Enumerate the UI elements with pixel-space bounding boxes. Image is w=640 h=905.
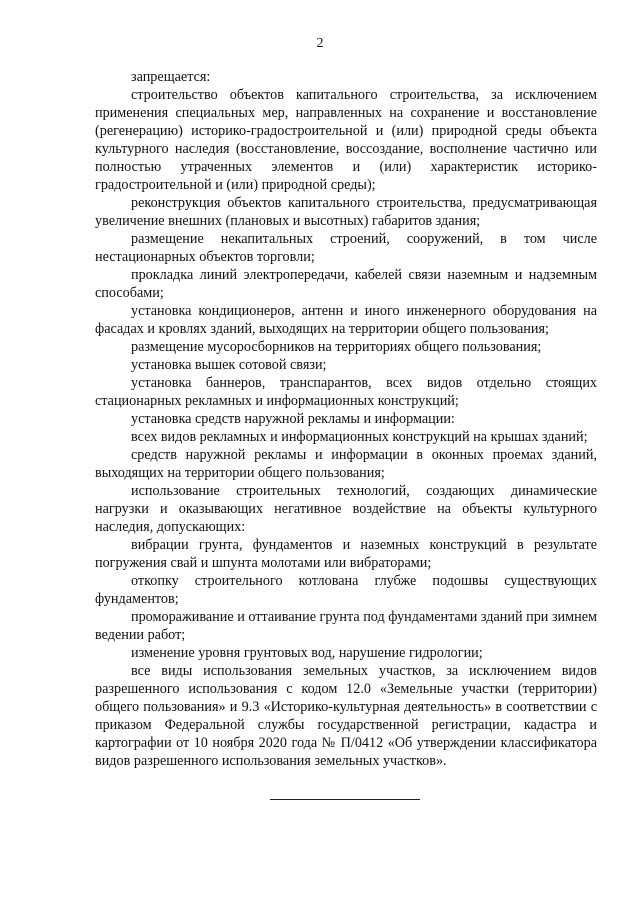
closing-divider-line — [270, 799, 420, 800]
paragraph: запрещается: — [131, 69, 211, 85]
paragraph: изменение уровня грунтовых вод, нарушение гидрологии; — [131, 645, 483, 661]
paragraph: прокладка линий электропередачи, кабелей связи наземным и надземным способами; — [95, 267, 597, 301]
paragraph: установка баннеров, транспарантов, всех видов отдельно стоящих стационарных рекламных и информационных конструкций; — [95, 375, 597, 409]
paragraph: реконструкция объектов капитального строительства, предусматривающая увеличение внешних (плановых и высотных) габаритов здания; — [95, 195, 597, 229]
paragraph: откопку строительного котлована глубже подошвы существующих фундаментов; — [95, 573, 597, 607]
paragraph: вибрации грунта, фундаментов и наземных конструкций в результате погружения свай и шпунта молотами или вибраторами; — [95, 537, 597, 571]
paragraph: размещение мусоросборников на территориях общего пользования; — [131, 339, 542, 355]
paragraph: промораживание и оттаивание грунта под фундаментами зданий при зимнем ведении работ; — [95, 609, 597, 643]
page-number: 2 — [316, 36, 324, 51]
paragraph: установка вышек сотовой связи; — [131, 357, 327, 373]
paragraph: средств наружной рекламы и информации в оконных проемах зданий, выходящих на территории общего пользования; — [95, 447, 597, 481]
paragraph: размещение некапитальных строений, сооружений, в том числе нестационарных объектов торговли; — [95, 231, 597, 265]
paragraph: строительство объектов капитального строительства, за исключением применения специальных мер, направленных на сохранение и восстановление (регенерацию) историко-градостроительной и (или) природной среды объекта культурного наследия (восстановление, воссоздание, восполнение частично или полностью утраченных элементов и (или) характеристик историко-градостроительной и (или) природной среды); — [95, 87, 597, 193]
document-body — [95, 68, 597, 770]
paragraph: всех видов рекламных и информационных конструкций на крышах зданий; — [131, 429, 588, 445]
paragraph: все виды использования земельных участков, за исключением видов разрешенного использования с кодом 12.0 «Земельные участки (территории) общего пользования» и 9.3 «Историко-культурная деятельность» в соответствии с приказом Федеральной службы государственной регистрации, кадастра и картографии от 10 ноября 2020 года № П/0412 «Об утверждении классификатора видов разрешенного использования земельных участков». — [95, 663, 597, 769]
paragraph: использование строительных технологий, создающих динамические нагрузки и оказывающих негативное воздействие на объекты культурного наследия, допускающих: — [95, 483, 597, 535]
paragraph: установка средств наружной рекламы и информации: — [131, 411, 455, 427]
paragraph: установка кондиционеров, антенн и иного инженерного оборудования на фасадах и кровлях зданий, выходящих на территории общего пользования; — [95, 303, 597, 337]
